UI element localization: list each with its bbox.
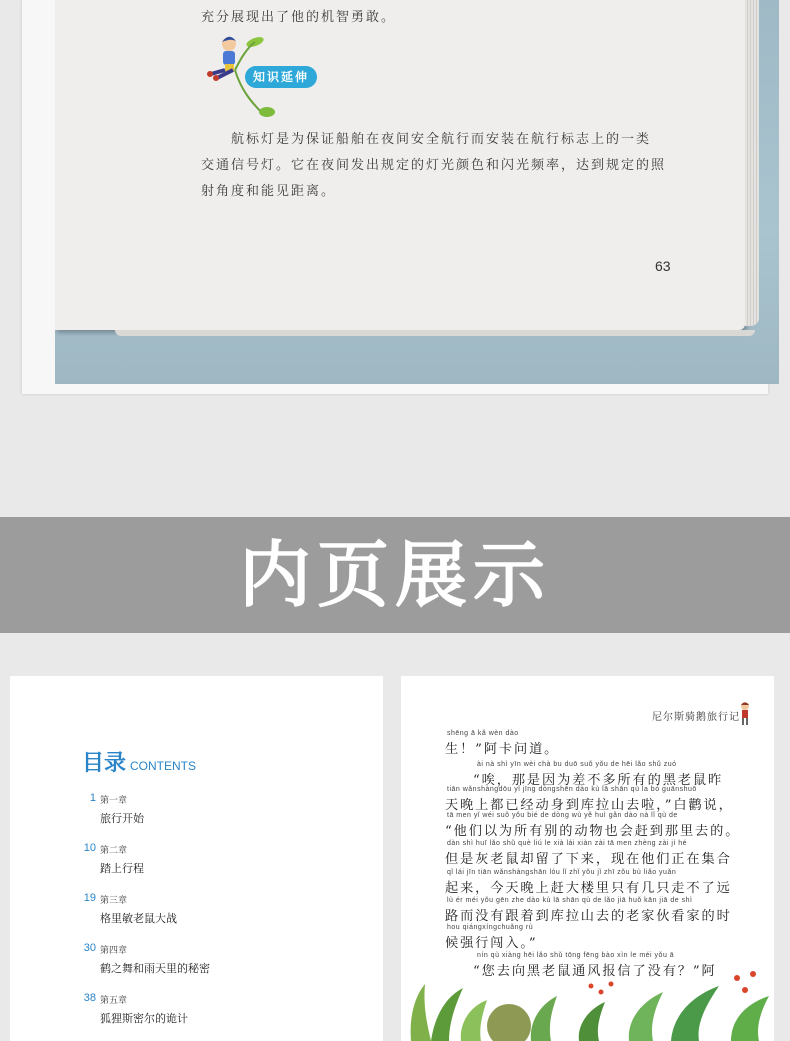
pinyin-line: dàn shì huī lǎo shǔ què liú le xià lái xiàn zài tā men zhèng zài jí hé <box>447 840 688 847</box>
book-bottom-edge <box>115 330 755 336</box>
toc-chapter-name: 狐狸斯密尔的诡计 <box>100 1012 188 1025</box>
story-line: “他们以为所有别的动物也会赶到那里去的。 <box>445 824 741 839</box>
book-photo <box>55 0 779 384</box>
toc-page-number: 38 <box>83 992 96 1004</box>
toc-item <box>76 842 356 882</box>
toc-title <box>82 746 196 777</box>
toc-chapter: 第一章 <box>100 796 128 806</box>
book-text-line: 充分展现出了他的机智勇敢。 <box>201 10 397 25</box>
toc-item <box>76 792 356 832</box>
toc-item <box>76 942 356 982</box>
story-line: 天晚上都已经动身到库拉山去啦，”白鹳说， <box>445 798 734 813</box>
toc-page-number: 30 <box>83 942 96 954</box>
toc-page-number: 19 <box>83 892 96 904</box>
knowledge-extension-badge: 知识延伸 <box>245 66 317 88</box>
book-para-line: 航标灯是为保证船舶在夜间安全航行而安装在航行标志上的一类 <box>231 132 652 147</box>
toc-page <box>10 676 383 1041</box>
toc-chapter-name: 鹤之舞和雨天里的秘密 <box>100 962 210 975</box>
toc-chapter-name: 旅行开始 <box>100 812 144 825</box>
story-page <box>401 676 774 1041</box>
banner-title: 内页展示 <box>238 532 551 617</box>
toc-chapter: 第四章 <box>100 946 128 956</box>
pinyin-line: hou qiángxíngchuǎng rù <box>447 924 534 931</box>
toc-chapter-name: 格里敏老鼠大战 <box>100 912 177 925</box>
story-line: 路而没有跟着到库拉山去的老家伙看家的时 <box>445 909 732 924</box>
pinyin-line: tā men yǐ wéi suǒ yǒu bié de dòng wù yě huì gǎn dào nà lǐ qù de <box>447 812 678 819</box>
pinyin-line: lù ér méi yǒu gēn zhe dào kù lā shān qù de lǎo jiā huǒ kān jiā de shì <box>447 897 693 904</box>
book-page-number: 63 <box>655 258 671 274</box>
story-line: 但是灰老鼠却留了下来，现在他们正在集合 <box>445 852 732 867</box>
toc-chapter: 第二章 <box>100 846 128 856</box>
top-photo-frame <box>22 0 768 394</box>
toc-chapter: 第五章 <box>100 996 128 1006</box>
toc-item <box>76 992 356 1032</box>
plants-illustration <box>401 966 774 1041</box>
story-line: 生！”阿卡问道。 <box>445 742 560 757</box>
pinyin-line: shēng ā kǎ wèn dào <box>447 730 519 737</box>
toc-title-en: CONTENTS <box>130 759 197 773</box>
book-page-edges <box>745 0 759 326</box>
toc-page-number: 10 <box>83 842 96 854</box>
story-line: 起来，今天晚上赶大楼里只有几只走不了远 <box>445 881 732 896</box>
section-banner <box>0 517 790 633</box>
story-line: 候强行闯入。” <box>445 936 538 951</box>
running-head: 尼尔斯骑鹅旅行记 <box>652 712 740 723</box>
pinyin-line: qǐ lái jīn tiān wǎnshàngshān lóu lǐ zhǐ yǒu jǐ zhī zǒu bù liǎo yuǎn <box>447 869 677 876</box>
toc-page-number: 1 <box>89 792 96 804</box>
toc-chapter-name: 踏上行程 <box>100 862 144 875</box>
girl-figure-icon <box>738 700 752 726</box>
toc-title-zh: 目录 <box>82 751 127 776</box>
toc-item <box>76 892 356 932</box>
pinyin-line: nín qù xiàng hēi lǎo shǔ tōng fēng bào xìn le méi yǒu ā <box>477 952 675 959</box>
book-para-line: 射角度和能见距离。 <box>201 184 337 199</box>
pinyin-line: ài nà shì yīn wèi chà bu duō suǒ yǒu de hēi lǎo shǔ zuó <box>477 761 677 768</box>
pinyin-line: tiān wǎnshàngdōu yǐ jīng dòngshēn dào kù lā shān qù la bó guānshuō <box>447 786 697 793</box>
story-line: “唉，那是因为差不多所有的黑老鼠昨 <box>473 773 724 788</box>
toc-chapter: 第三章 <box>100 896 128 906</box>
book-para-line: 交通信号灯。它在夜间发出规定的灯光颜色和闪光频率，达到规定的照 <box>201 158 667 173</box>
story-line: “您去向黑老鼠通风报信了没有？”阿 <box>473 964 717 979</box>
